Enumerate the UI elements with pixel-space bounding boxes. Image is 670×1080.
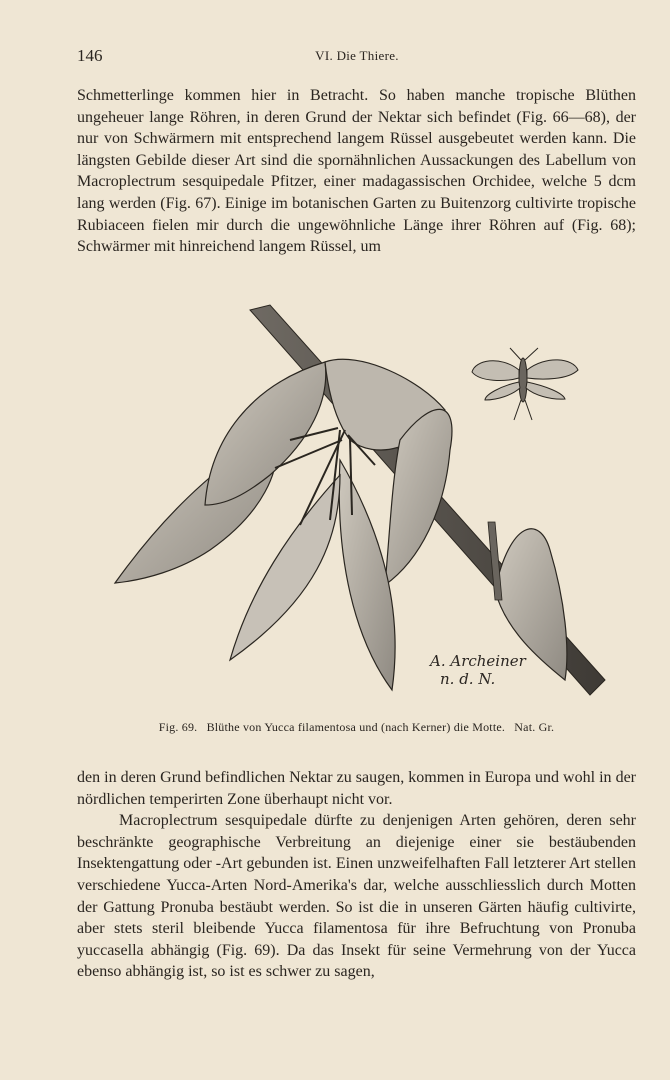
petal-lower-center — [339, 460, 395, 690]
caption-text: Blüthe von Yucca filamentosa und (nach Kerner) die Motte. — [206, 720, 506, 734]
caption-label: Fig. 69. — [158, 720, 198, 734]
body-text-bottom — [77, 767, 636, 983]
body-text-top — [77, 85, 636, 258]
figure-yucca-flower-moth — [100, 300, 620, 705]
paragraph: Schmetterlinge kommen hier in Betracht. So haben manche tropische Blüthen ungeheuer lange Röhren, in deren Grund der Nektar sich befindet (Fig. 66—68), der nur von Schwärmern mit entsprechend langem Rüssel ausgebeutet werden kann. Die längsten Gebilde dieser Art sind die spornähnlichen Aussackungen des Labellum von Macroplectrum sesquipedale Pfitzer, einer madagassischen Orchidee, welche 5 dcm lang werden (Fig. 67). Einige im botanischen Garten zu Buitenzorg cultivirte tropische Rubiaceen fielen mir durch die ungewöhnliche Länge ihrer Röhren auf (Fig. 68); Schwärmer mit hinreichend langem Rüssel, um — [77, 87, 636, 256]
paragraph: Macroplectrum sesquipedale dürfte zu denjenigen Arten gehören, deren sehr beschränkte geographische Verbreitung an diejenige einer sie bestäubenden Insektengattung oder -Art gebunden ist. Einen unzweifelhaften Fall letzterer Art stellen verschiedene Yucca-Arten Nord-Amerika's dar, welche ausschliesslich durch Motten der Gattung Pronuba bestäubt werden. So ist die in unseren Gärten häufig cultivirte, aber stets steril bleibende Yucca filamentosa für ihre Befruchtung von Pronuba yuccasella abhängig (Fig. 69). Da das Insekt für seine Vermehrung von der Yucca ebenso abhängig ist, so ist es schwer zu sagen, — [77, 812, 636, 981]
moth — [472, 348, 578, 420]
caption-scale: Nat. Gr. — [514, 720, 555, 734]
running-head: VI. Die Thiere. — [315, 48, 399, 63]
artist-signature: A. Archeiner n. d. N. — [430, 652, 526, 688]
paragraph: den in deren Grund befindlichen Nektar zu saugen, kommen in Europa und wohl in der nördlichen temperirten Zone überhaupt nicht vor. — [77, 769, 636, 808]
page-number: 146 — [77, 46, 103, 65]
page-header — [77, 46, 637, 70]
figure-caption — [77, 720, 636, 735]
flower-illustration — [100, 300, 620, 705]
